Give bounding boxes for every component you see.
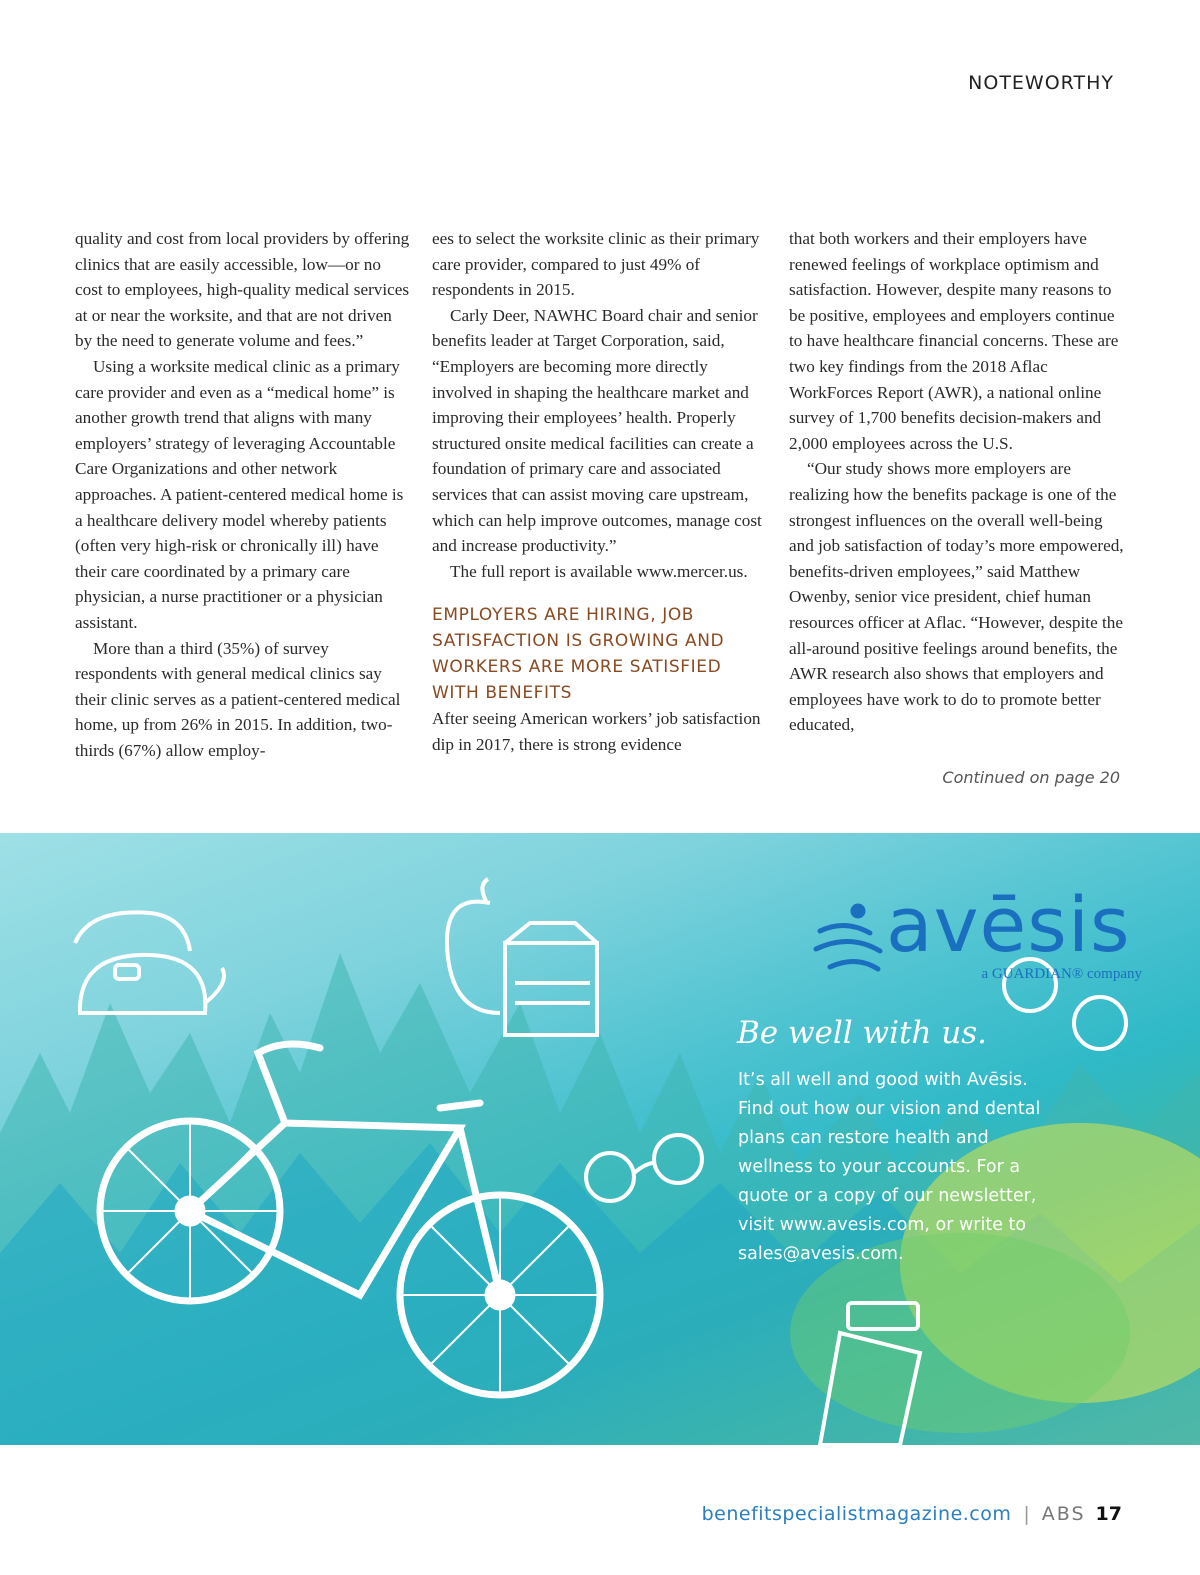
ad-background-art xyxy=(0,833,1200,1445)
paragraph: The full report is available www.mercer.us. xyxy=(450,561,748,581)
article-column-1 xyxy=(75,226,410,763)
continued-note: Continued on page 20 xyxy=(942,768,1120,787)
paragraph: ees to select the worksite clinic as their primary care provider, compared to just 49% of respondents in 2015. xyxy=(432,229,760,300)
ad-body-text: It’s all well and good with Avēsis. Find out how our vision and dental plans can restore health and wellness to your accounts. For a quote or a copy of our newsletter, visit www.avesis.com, or write to sales@avesis.com. xyxy=(738,1070,1041,1264)
paragraph: quality and cost from local providers by offering clinics that are easily accessible, low—or no cost to employees, high-quality medical services at or near the worksite, and that are not driven by the need to generate volume and fees.” xyxy=(75,229,410,351)
footer-separator: | xyxy=(1023,1503,1030,1525)
logo-tagline: a GUARDIAN® company xyxy=(981,966,1142,982)
page-number: 17 xyxy=(1095,1503,1122,1525)
page-footer xyxy=(702,1503,1122,1525)
section-label: NOTEWORTHY xyxy=(968,72,1114,94)
section-subheading: EMPLOYERS ARE HIRING, JOB SATISFACTION IS GROWING AND WORKERS ARE MORE SATISFIED WITH BENEFITS xyxy=(432,605,725,704)
advertisement[interactable] xyxy=(0,833,1200,1445)
logo-swoosh xyxy=(816,906,880,969)
footer-publication: ABS xyxy=(1041,1503,1086,1525)
avesis-logo: avēsis xyxy=(886,880,1131,969)
ad-tagline: Be well with us. xyxy=(737,1015,987,1051)
lens-case-icon xyxy=(1004,959,1126,1049)
article-column-3 xyxy=(789,226,1124,738)
article-column-2 xyxy=(432,226,767,758)
paragraph: that both workers and their employers have renewed feelings of workplace optimism and satisfaction. However, despite many reasons to be positive, employees and employers continue to have healthcare financial concerns. These are two key findings from the 2018 Aflac WorkForces Report (AWR), a national online survey of 1,700 benefits decision-makers and 2,000 employees across the U.S. xyxy=(789,229,1119,453)
footer-site-link[interactable]: benefitspecialistmagazine.com xyxy=(701,1503,1012,1525)
paragraph: After seeing American workers’ job satisfaction dip in 2017, there is strong evidence xyxy=(432,709,761,754)
paragraph: More than a third (35%) of survey respondents with general medical clinics say their clinic serves as a patient-centered medical home, up from 26% in 2015. In addition, two-thirds (67%) allow employ- xyxy=(75,638,401,760)
paragraph: Carly Deer, NAWHC Board chair and senior benefits leader at Target Corporation, said, “Employers are becoming more directly involved in shaping the healthcare market and improving their employees’ health. Properly structured onsite medical facilities can create a foundation of primary care and associated services that can assist moving care upstream, which can help improve outcomes, manage cost and increase productivity.” xyxy=(432,305,762,556)
paragraph: Using a worksite medical clinic as a primary care provider and even as a “medical home” is another growth trend that aligns with many employers’ strategy of leveraging Accountable Care Organizations and other network approaches. A patient-centered medical home is a healthcare delivery model whereby patients (often very high-risk or chronically ill) have their care coordinated by a primary care physician, a nurse practitioner or a physician assistant. xyxy=(75,356,404,632)
kettle-icon xyxy=(75,912,224,1013)
paragraph: “Our study shows more employers are realizing how the benefits package is one of the strongest influences on the overall well-being and job satisfaction of today’s more empowered, benefits-driven employees,” said Matthew Owenby, senior vice president, chief human resources officer at Aflac. “However, despite the all-around positive feelings around benefits, the AWR research also shows that employers and employees have work to do to promote better educated, xyxy=(789,459,1124,735)
